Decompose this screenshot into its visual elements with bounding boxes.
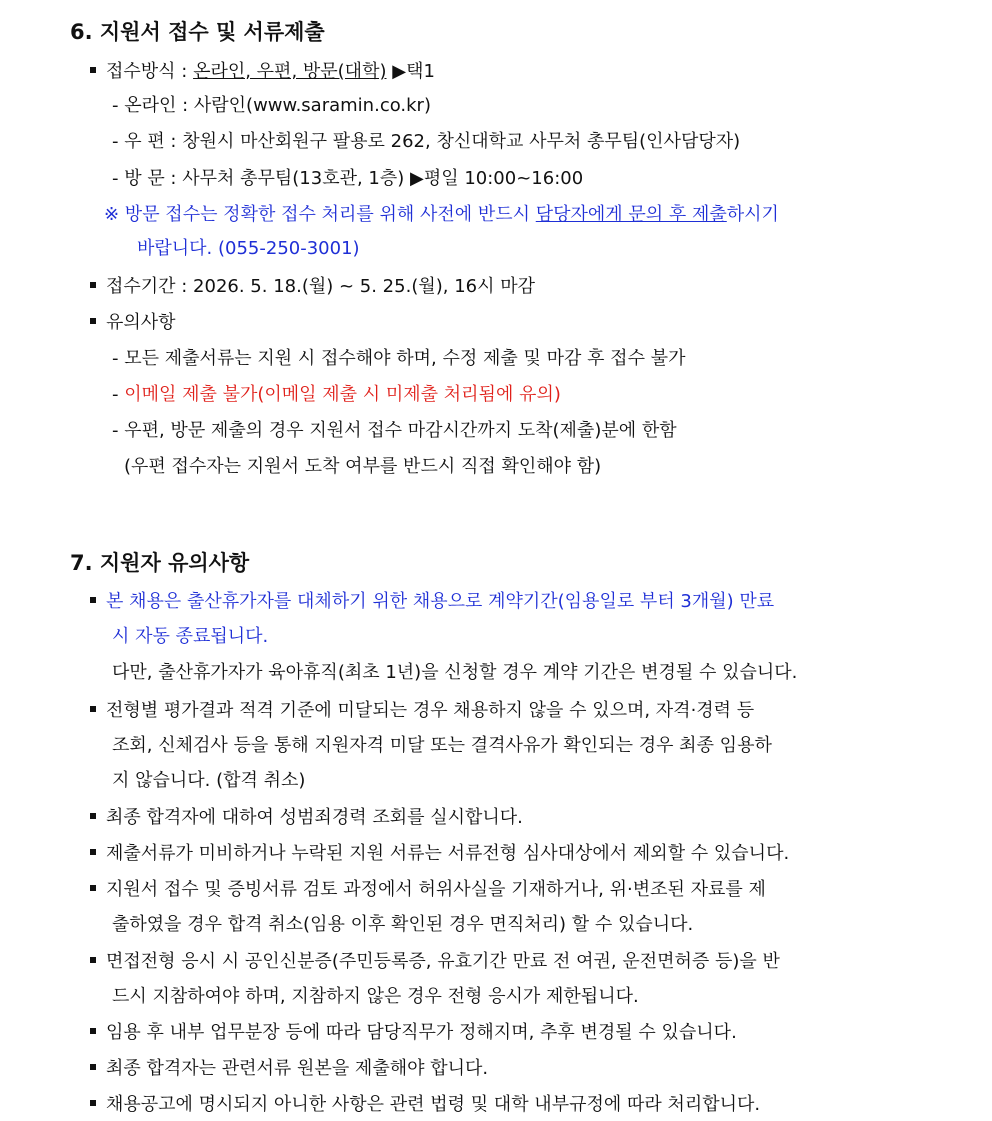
item8 — [90, 1057, 488, 1081]
method-value: 온라인, 우편, 방문(대학) — [193, 61, 387, 82]
bullet-icon — [90, 849, 96, 855]
period-row — [90, 275, 535, 299]
bullet-icon — [90, 1100, 96, 1106]
visit-note-pre: ※ 방문 접수는 정확한 접수 처리를 위해 사전에 반드시 — [104, 204, 536, 225]
item2-line1 — [90, 699, 754, 723]
item6-line2: 드시 지참하여야 하며, 지참하지 않은 경우 전형 응시가 제한됩니다. — [112, 986, 639, 1007]
caution-email-warning: 이메일 제출 불가(이메일 제출 시 미제출 처리됨에 유의) — [124, 384, 561, 405]
bullet-icon — [90, 597, 96, 603]
method-label: 접수방식 : — [106, 61, 194, 82]
item3-text: 최종 합격자에 대하여 성범죄경력 조회를 실시합니다. — [106, 807, 523, 828]
bullet-icon — [90, 318, 96, 324]
item9-text: 채용공고에 명시되지 아니한 사항은 관련 법령 및 대학 내부규정에 따라 처리합니다. — [106, 1094, 761, 1115]
item1-line3: 다만, 출산휴가자가 육아휴직(최초 1년)을 신청할 경우 계약 기간은 변경될 수 있습니다. — [112, 662, 798, 683]
period-text: 접수기간 : 2026. 5. 18.(월) ~ 5. 25.(월), 16시 마감 — [106, 276, 535, 297]
caution-label: 유의사항 — [106, 312, 176, 333]
item5-line2: 출하였을 경우 합격 취소(임용 이후 확인된 경우 면직처리) 할 수 있습니다. — [112, 914, 694, 935]
visit-note-underlined: 담당자에게 문의 후 제출 — [535, 204, 727, 225]
visit-note-post: 하시기 — [726, 204, 779, 225]
caution-item-1: - 모든 제출서류는 지원 시 접수해야 하며, 수정 제출 및 마감 후 접수 불가 — [112, 348, 686, 369]
bullet-icon — [90, 1028, 96, 1034]
bullet-icon — [90, 67, 96, 73]
item8-text: 최종 합격자는 관련서류 원본을 제출해야 합니다. — [106, 1058, 489, 1079]
item4 — [90, 842, 789, 866]
caution-item-2 — [112, 383, 561, 407]
visit-note — [104, 203, 779, 227]
method-row — [90, 60, 435, 84]
bullet-icon — [90, 282, 96, 288]
item3 — [90, 806, 523, 830]
caution-dash: - — [112, 384, 125, 405]
item6-text: 면접전형 응시 시 공인신분증(주민등록증, 유효기간 만료 전 여권, 운전면허증 등)을 반 — [106, 951, 780, 972]
visit-row: - 방 문 : 사무처 총무팀(13호관, 1층) ▶평일 10:00~16:00 — [112, 168, 584, 189]
item9 — [90, 1093, 760, 1117]
item7 — [90, 1021, 737, 1045]
bullet-icon — [90, 813, 96, 819]
item5-text: 지원서 접수 및 증빙서류 검토 과정에서 허위사실을 기재하거나, 위·변조된 자료를 제 — [106, 879, 766, 900]
item1-text: 본 채용은 출산휴가자를 대체하기 위한 채용으로 계약기간(임용일로 부터 3개월) 만료 — [106, 591, 775, 612]
visit-note-line2: 바랍니다. (055-250-3001) — [137, 238, 360, 259]
item6-line1 — [90, 950, 780, 974]
caution-item-3-note: (우편 접수자는 지원서 도착 여부를 반드시 직접 확인해야 함) — [124, 456, 602, 477]
bullet-icon — [90, 957, 96, 963]
method-suffix: ▶택1 — [386, 61, 435, 82]
section6-title: 6. 지원서 접수 및 서류제출 — [70, 20, 325, 44]
online-row: - 온라인 : 사람인(www.saramin.co.kr) — [112, 95, 431, 116]
item1-line1 — [90, 590, 774, 614]
item1-line2: 시 자동 종료됩니다. — [112, 626, 269, 647]
item5-line1 — [90, 878, 766, 902]
caution-item-3: - 우편, 방문 제출의 경우 지원서 접수 마감시간까지 도착(제출)분에 한함 — [112, 420, 677, 441]
caution-row — [90, 311, 176, 335]
bullet-icon — [90, 1064, 96, 1070]
item2-line3: 지 않습니다. (합격 취소) — [112, 770, 306, 791]
mail-row: - 우 편 : 창원시 마산회원구 팔용로 262, 창신대학교 사무처 총무팀(인사담당자) — [112, 131, 741, 152]
bullet-icon — [90, 706, 96, 712]
section7-title: 7. 지원자 유의사항 — [70, 551, 250, 575]
item4-text: 제출서류가 미비하거나 누락된 지원 서류는 서류전형 심사대상에서 제외할 수 있습니다. — [106, 843, 790, 864]
item2-text: 전형별 평가결과 적격 기준에 미달되는 경우 채용하지 않을 수 있으며, 자격·경력 등 — [106, 700, 755, 721]
bullet-icon — [90, 885, 96, 891]
item7-text: 임용 후 내부 업무분장 등에 따라 담당직무가 정해지며, 추후 변경될 수 있습니다. — [106, 1022, 737, 1043]
item2-line2: 조회, 신체검사 등을 통해 지원자격 미달 또는 결격사유가 확인되는 경우 최종 임용하 — [112, 735, 772, 756]
